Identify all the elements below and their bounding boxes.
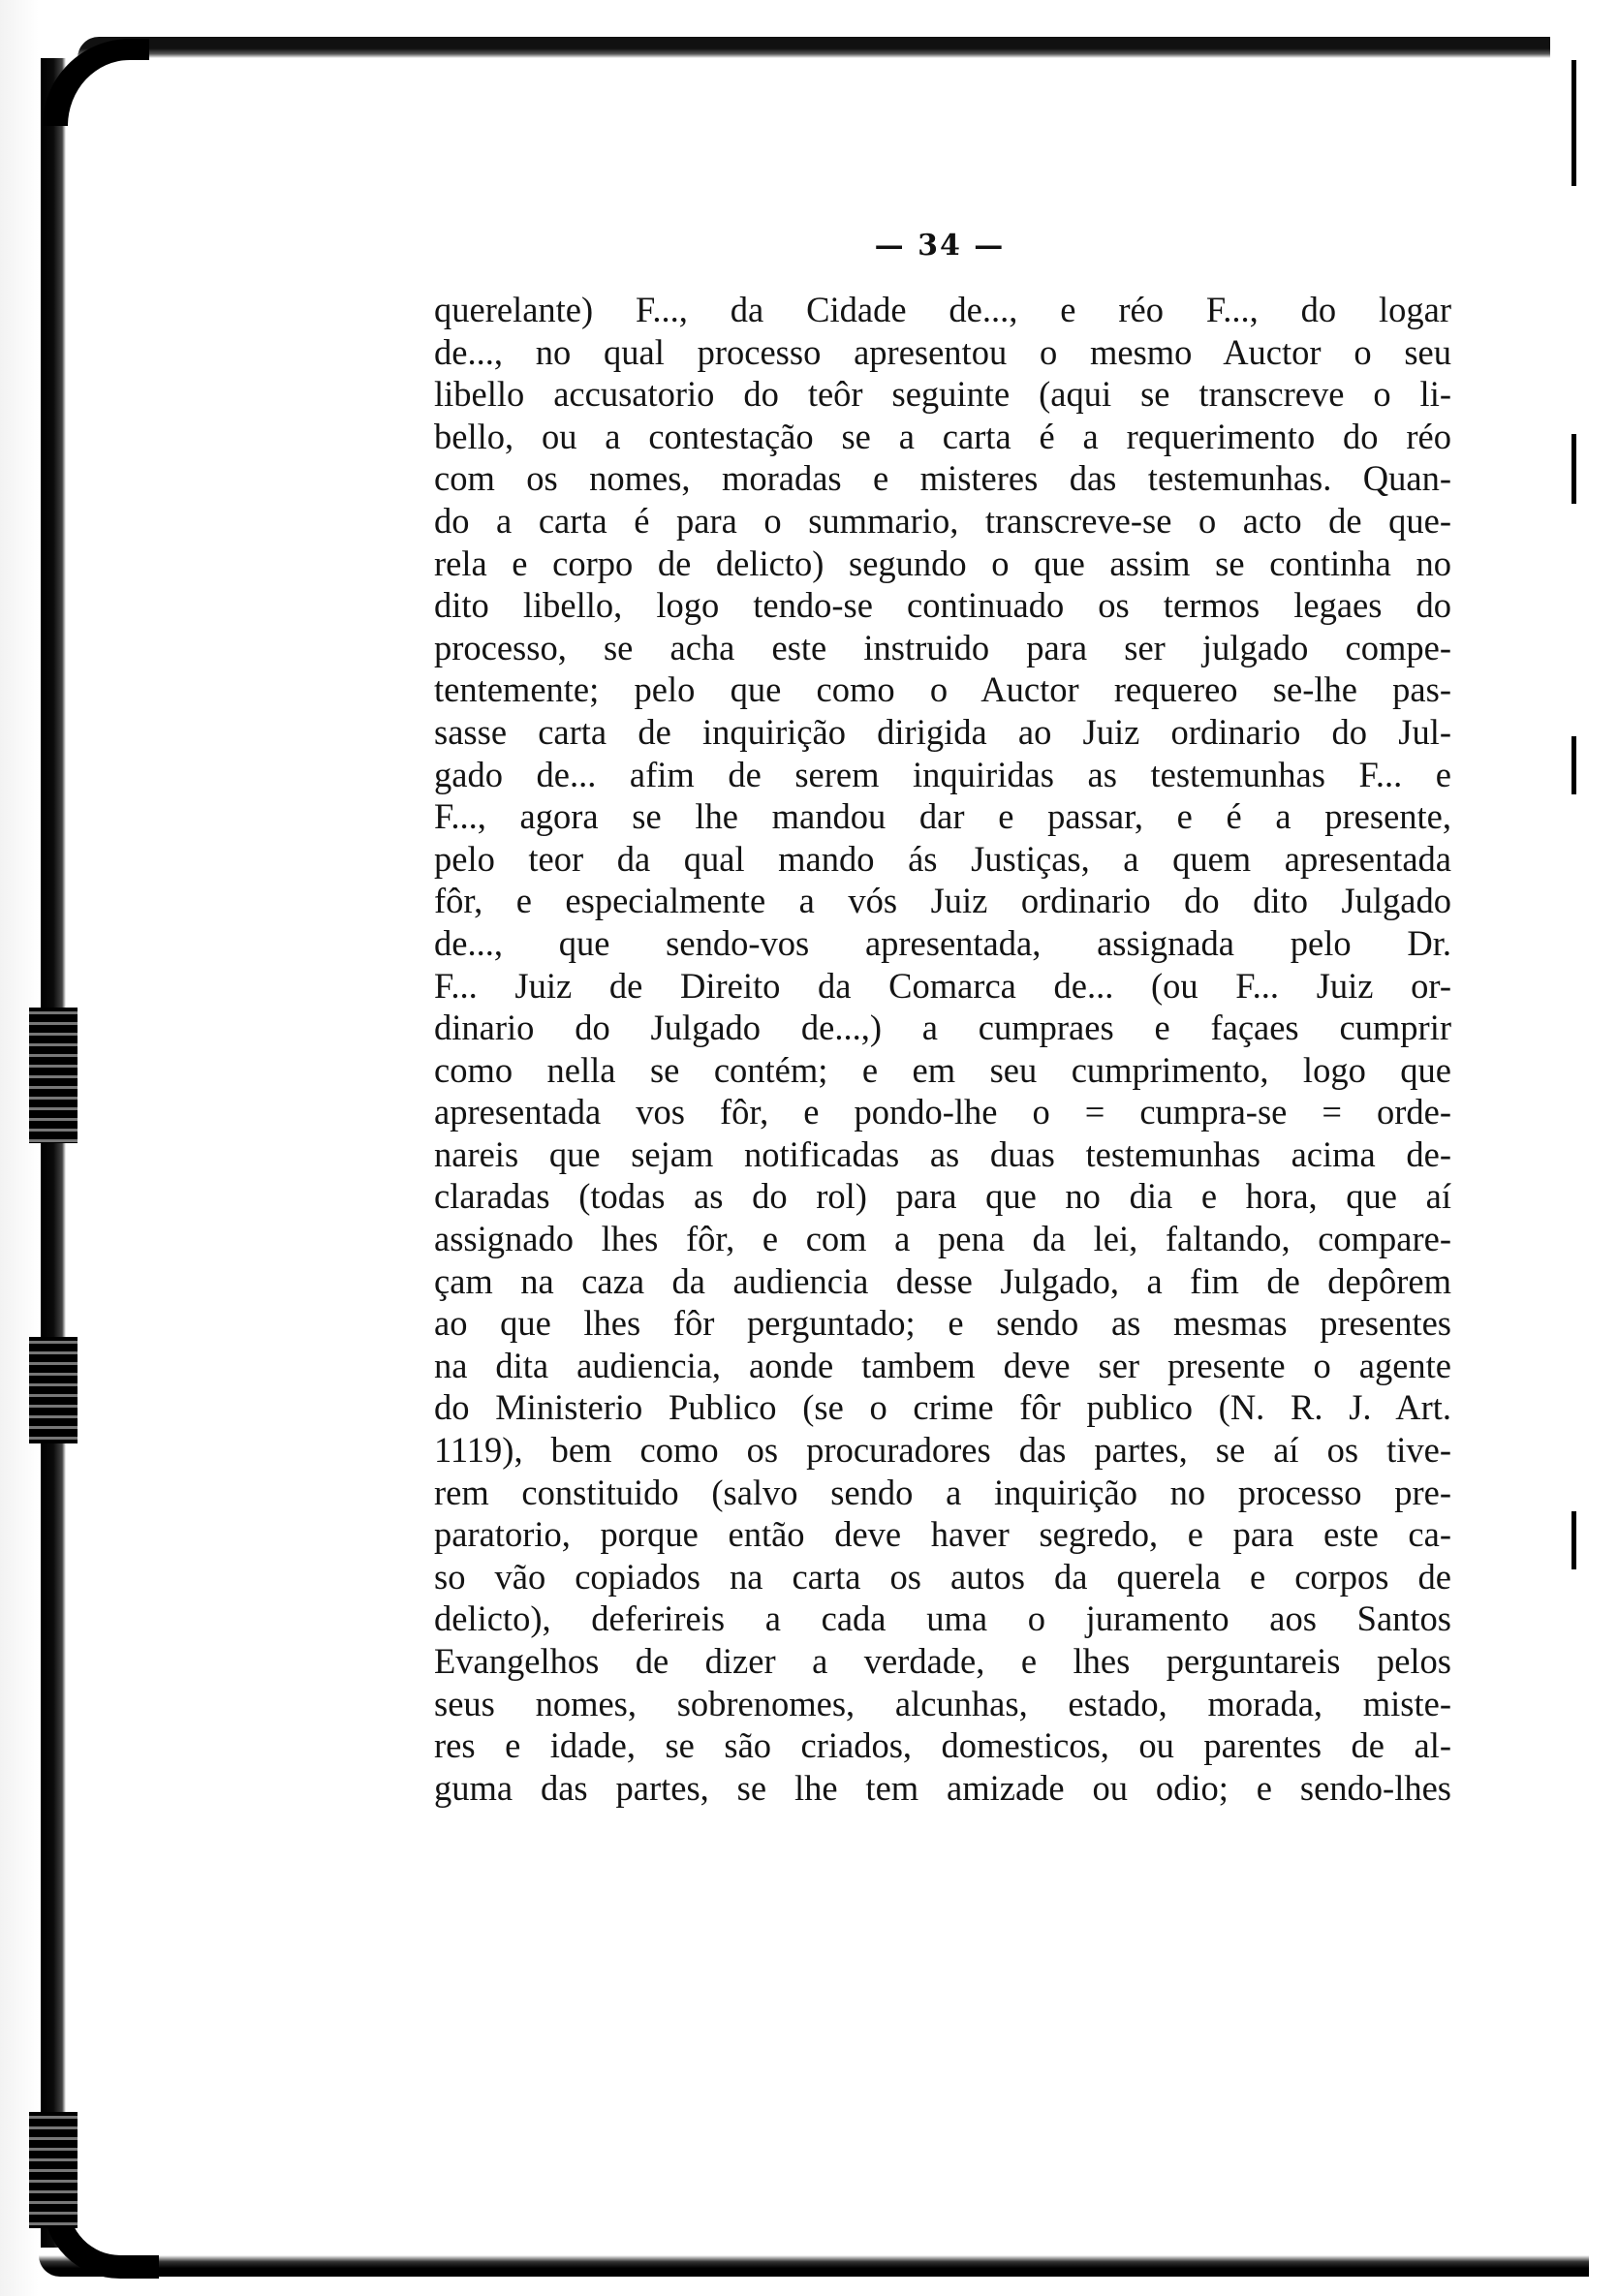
text-line: Evangelhos de dizer a verdade, e lhes perguntareis pelos xyxy=(434,1641,1451,1681)
left-edge-bleed xyxy=(29,1337,78,1443)
text-line: de..., que sendo-vos apresentada, assignada pelo Dr. xyxy=(434,922,1451,963)
page-bottom-border xyxy=(39,2255,1589,2277)
text-line: ao que lhes fôr perguntado; e sendo as mesmas presentes xyxy=(434,1303,1451,1344)
right-edge-mark xyxy=(1571,736,1576,794)
text-line: bello, ou a contestação se a carta é a requerimento do réo xyxy=(434,416,1451,456)
text-line: sasse carta de inquirição dirigida ao Juiz ordinario do Jul- xyxy=(434,711,1451,752)
body-text xyxy=(434,289,1451,1809)
text-line: seus nomes, sobrenomes, alcunhas, estado, morada, miste- xyxy=(434,1683,1451,1723)
page-number: — 34 — xyxy=(874,229,1006,263)
text-line: dinario do Julgado de...,) a cumpraes e façaes cumprir xyxy=(434,1008,1451,1048)
text-line: rela e corpo de delicto) segundo o que assim se continha no xyxy=(434,543,1451,583)
text-line: com os nomes, moradas e misteres das testemunhas. Quan- xyxy=(434,458,1451,499)
text-line: guma das partes, se lhe tem amizade ou odio; e sendo-lhes xyxy=(434,1767,1451,1808)
page-left-border xyxy=(41,58,66,2248)
text-line: do a carta é para o summario, transcreve-se o acto de que- xyxy=(434,500,1451,541)
text-line: F... Juiz de Direito da Comarca de... (ou F... Juiz or- xyxy=(434,965,1451,1006)
text-line: so vão copiados na carta os autos da querela e corpos de xyxy=(434,1556,1451,1597)
right-edge-mark xyxy=(1571,60,1576,186)
text-line: assignado lhes fôr, e com a pena da lei, faltando, compare- xyxy=(434,1219,1451,1259)
right-edge-mark xyxy=(1571,1511,1576,1569)
text-line: delicto), deferireis a cada uma o juramento aos Santos xyxy=(434,1598,1451,1639)
text-line: fôr, e especialmente a vós Juiz ordinario do dito Julgado xyxy=(434,881,1451,921)
page-top-corner xyxy=(43,39,149,126)
text-line: res e idade, se são criados, domesticos, ou parentes de al- xyxy=(434,1725,1451,1766)
text-line: libello accusatorio do teôr seguinte (aqui se transcreve o li- xyxy=(434,374,1451,415)
text-line: processo, se acha este instruido para ser julgado compe- xyxy=(434,627,1451,667)
page-shadow xyxy=(0,0,39,2296)
left-edge-bleed xyxy=(29,1008,78,1143)
page-top-border xyxy=(78,37,1550,58)
text-line: nareis que sejam notificadas as duas testemunhas acima de- xyxy=(434,1133,1451,1174)
text-line: do Ministerio Publico (se o crime fôr publico (N. R. J. Art. xyxy=(434,1387,1451,1428)
text-line: dito libello, logo tendo-se continuado os termos legaes do xyxy=(434,585,1451,626)
text-line: de..., no qual processo apresentou o mesmo Auctor o seu xyxy=(434,331,1451,372)
text-line: rem constituido (salvo sendo a inquirição no processo pre- xyxy=(434,1472,1451,1512)
text-line: paratorio, porque então deve haver segredo, e para este ca- xyxy=(434,1514,1451,1555)
text-line: çam na caza da audiencia desse Julgado, a fim de depôrem xyxy=(434,1260,1451,1301)
text-line: gado de... afim de serem inquiridas as testemunhas F... e xyxy=(434,754,1451,794)
text-line: pelo teor da qual mando ás Justiças, a quem apresentada xyxy=(434,838,1451,879)
left-edge-bleed xyxy=(29,2112,78,2228)
text-line: como nella se contém; e em seu cumprimento, logo que xyxy=(434,1049,1451,1090)
right-edge-mark xyxy=(1571,434,1576,504)
text-line: na dita audiencia, aonde tambem deve ser presente o agente xyxy=(434,1345,1451,1385)
text-line: 1119), bem como os procuradores das partes, se aí os tive- xyxy=(434,1430,1451,1471)
text-line: apresentada vos fôr, e pondo-lhe o = cumpra-se = orde- xyxy=(434,1092,1451,1132)
text-line: F..., agora se lhe mandou dar e passar, e é a presente, xyxy=(434,796,1451,837)
text-line: tentemente; pelo que como o Auctor requereo se-lhe pas- xyxy=(434,669,1451,710)
text-line: querelante) F..., da Cidade de..., e réo F..., do logar xyxy=(434,290,1451,329)
text-line: claradas (todas as do rol) para que no dia e hora, que aí xyxy=(434,1176,1451,1217)
